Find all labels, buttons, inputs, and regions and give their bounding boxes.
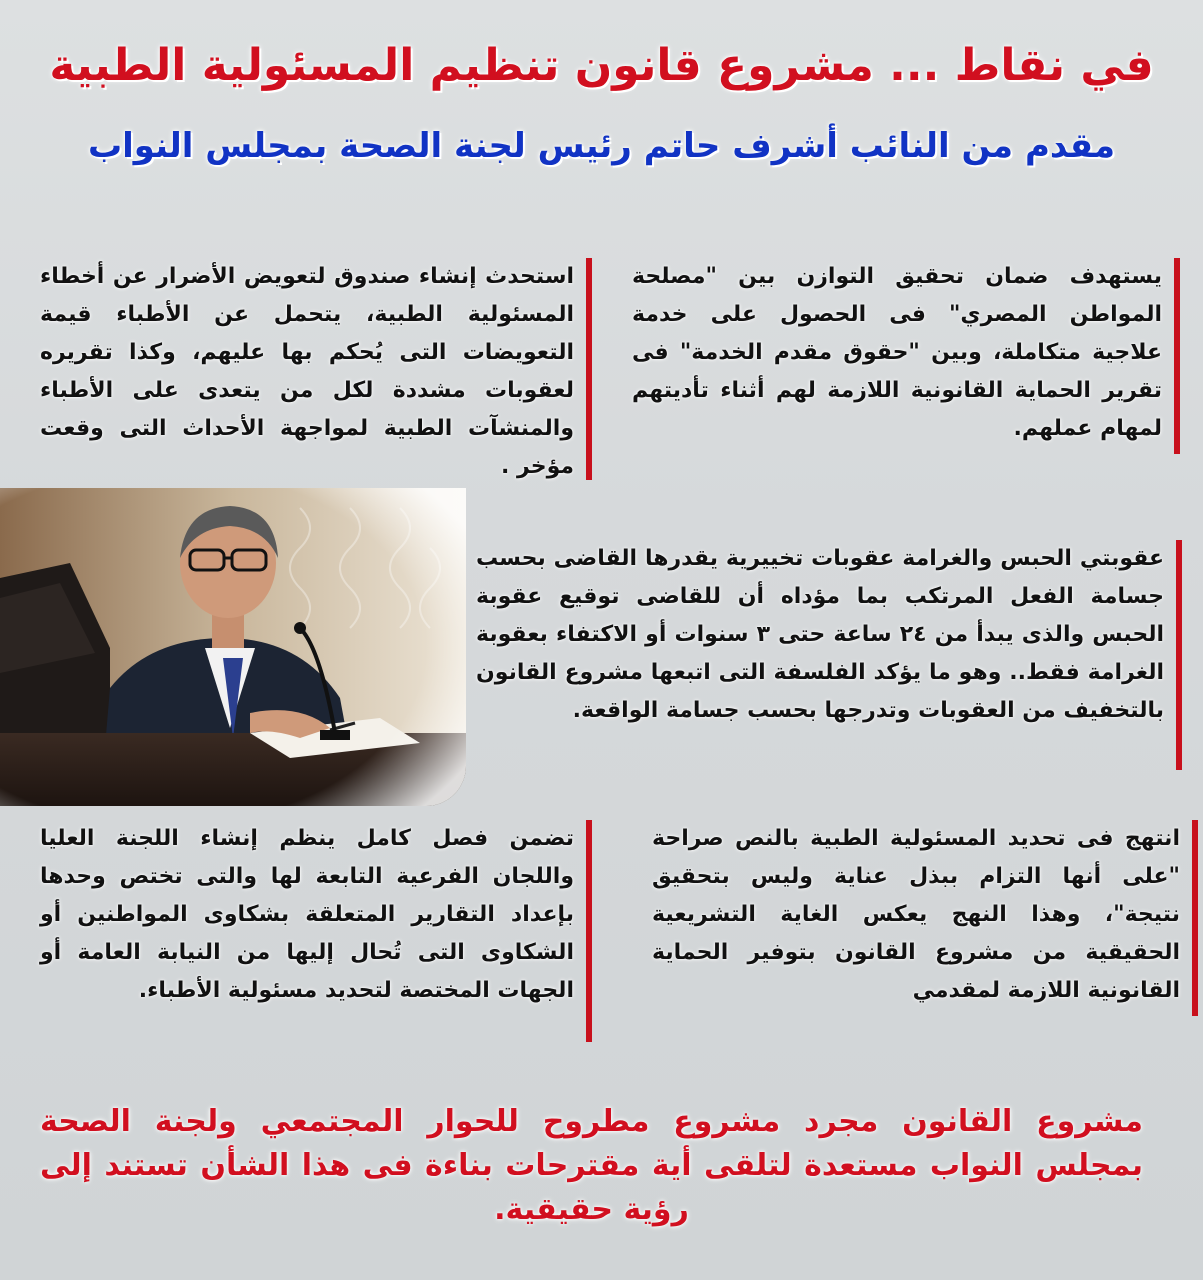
point-purpose: يستهدف ضمان تحقيق التوازن بين "مصلحة المواطن المصري" فى الحصول على خدمة علاجية متكاملة، وبين "حقوق مقدم الخدمة" فى تقرير الحماية القانونية اللازمة لهم أثناء تأديتهم لمهام عملهم. [632, 258, 1180, 454]
point-liability-definition: انتهج فى تحديد المسئولية الطبية بالنص صراحة "على أنها التزام ببذل عناية وليس بتحقيق نتيجة"، وهذا النهج يعكس الغاية التشريعية الحقيقية من مشروع القانون بتوفير الحماية القانونية اللازمة لمقدمي [652, 820, 1198, 1016]
point-penalties: عقوبتي الحبس والغرامة عقوبات تخييرية يقدرها القاضى بحسب جسامة الفعل المرتكب بما مؤداه أن للقاضى توقيع عقوبة الحبس والذى يبدأ من ٢٤ ساعة حتى ٣ سنوات أو الاكتفاء بعقوبة الغرامة فقط.. وهو ما يؤكد الفلسفة التى اتبعها مشروع القانون بالتخفيف من العقوبات وتدرجها بحسب جسامة الواقعة. [476, 540, 1182, 770]
point-compensation-fund: استحدث إنشاء صندوق لتعويض الأضرار عن أخطاء المسئولية الطبية، يتحمل عن الأطباء قيمة التعويضات التى يُحكم بها عليهم، وكذا تقريره لعقوبات مشددة لكل من يتعدى على الأطباء والمنشآت الطبية لمواجهة الأحداث التى وقعت مؤخر . [40, 258, 592, 480]
photo-speaker [0, 488, 466, 806]
headline-subtitle: مقدم من النائب أشرف حاتم رئيس لجنة الصحة بمجلس النواب [87, 126, 1116, 166]
closing-statement: مشروع القانون مجرد مشروع مطروح للحوار المجتمعي ولجنة الصحة بمجلس النواب مستعدة لتلقى أية مقترحات بناءة فى هذا الشأن تستند إلى رؤية حقيقية. [40, 1104, 1143, 1227]
headline-title: في نقاط ... مشروع قانون تنظيم المسئولية الطبية [49, 40, 1154, 91]
point-committees: تضمن فصل كامل ينظم إنشاء اللجنة العليا واللجان الفرعية التابعة لها والتى تختص وحدها بإعداد التقارير المتعلقة بشكاوى المواطنين أو الشكاوى التى تُحال إليها من النيابة العامة أو الجهات المختصة لتحديد مسئولية الأطباء. [40, 820, 592, 1042]
